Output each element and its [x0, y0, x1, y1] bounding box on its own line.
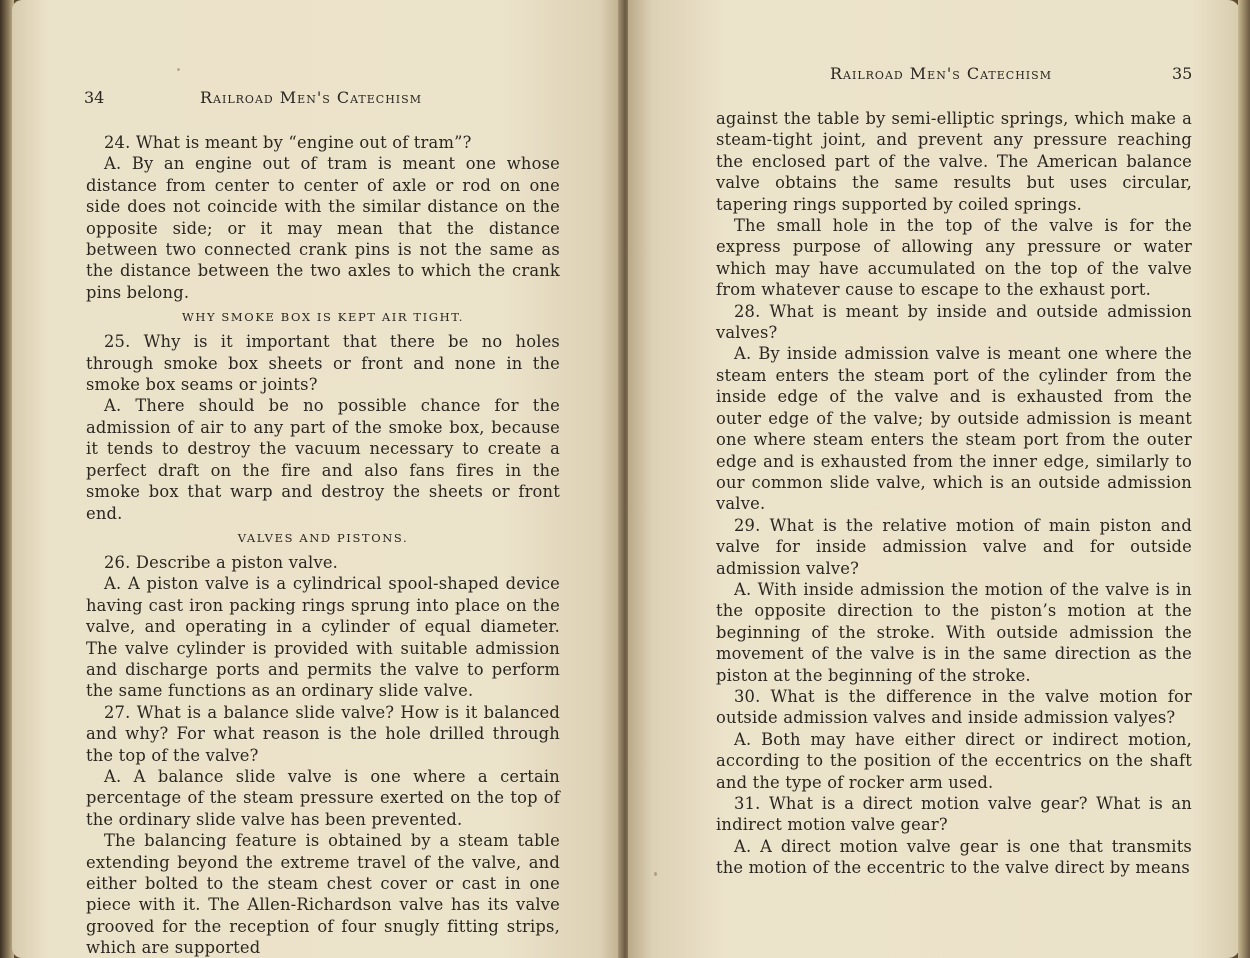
answer-paragraph: A. There should be no possible chance for the admission of air to any part of the smoke box, because it tends to destroy the vacuum necessary to create a perfect draft on the fire and also fans fires in the smoke box that warp and destroy the sheets or front end.: [86, 396, 560, 523]
answer-paragraph: A. Both may have either direct or indirect motion, according to the position of the eccentrics on the shaft and the type of rocker arm used.: [716, 729, 1192, 792]
right-page-header: [830, 64, 1200, 94]
answer-paragraph: A. By an engine out of tram is meant one whose distance from center to center of axle or rod on one side does not coincide with the similar distance on the opposite side; or it may mean that the distance between two connected crank pins is not the same as the distance between the two axles to which the crank pins belong.: [86, 154, 560, 302]
question-paragraph: 25. Why is it important that there be no holes through smoke box sheets or front and none in the smoke box seams or joints?: [86, 332, 560, 395]
section-heading: VALVES AND PISTONS.: [237, 530, 409, 545]
continued-paragraph: against the table by semi-elliptic springs, which make a steam-tight joint, and prevent any pressure reaching the enclosed part of the valve. The American balance valve obtains the same results but uses circular, tapering rings supported by coiled springs.: [716, 109, 1192, 214]
question-paragraph: 26. Describe a piston valve.: [104, 552, 339, 572]
left-running-title: Railroad Men's Catechism: [200, 88, 422, 107]
right-page-body: [716, 108, 1192, 879]
right-running-title: Railroad Men's Catechism: [830, 64, 1052, 83]
answer-paragraph: A. With inside admission the motion of the valve is in the opposite direction to the piston’s motion at the beginning of the stroke. With outside admission the movement of the valve is in the same direction as the piston at the beginning of the stroke.: [716, 579, 1192, 685]
section-heading: WHY SMOKE BOX IS KEPT AIR TIGHT.: [181, 310, 465, 325]
left-page-header: [84, 88, 604, 118]
question-paragraph: 31. What is a direct motion valve gear? What is an indirect motion valve gear?: [716, 794, 1192, 835]
answer-paragraph: The small hole in the top of the valve is for the express purpose of allowing any pressure or water which may have accumulated on the top of the valve from whatever cause to escape to the exhaust port.: [716, 216, 1192, 300]
right-page: [628, 0, 1240, 958]
answer-paragraph: A. A piston valve is a cylindrical spool-shaped device having cast iron packing rings sprung into place on the valve, and operating in a cylinder of equal diameter. The valve cylinder is provided with suitable admission and discharge ports and permits the valve to perform the same functions as an ordinary slide valve.: [86, 574, 560, 701]
question-paragraph: 24. What is meant by “engine out of tram”?: [104, 133, 472, 152]
book-edge-right: [1238, 0, 1250, 958]
paper-spot: [654, 872, 657, 876]
left-page: [12, 0, 624, 958]
answer-paragraph: A. A direct motion valve gear is one that transmits the motion of the eccentric to the valve direct by means: [716, 836, 1192, 878]
answer-paragraph: A. By inside admission valve is meant one where the steam enters the steam port of the cylinder from the inside edge of the valve and is exhausted from the outer edge of the valve; by outside admission is meant one where steam enters the steam port from the outer edge and is exhausted from the inner edge, similarly to our common slide valve, which is an outside admission valve.: [716, 344, 1192, 514]
question-paragraph: 30. What is the difference in the valve motion for outside admission valves and inside admission valyes?: [716, 686, 1192, 728]
question-paragraph: 28. What is meant by inside and outside admission valves?: [716, 301, 1192, 343]
left-page-body: [86, 132, 560, 958]
answer-paragraph: The balancing feature is obtained by a steam table extending beyond the extreme travel of the valve, and either bolted to the steam chest cover or cast in one piece with it. The Allen-Richardson valve has its valve grooved for the reception of four snugly fitting strips, which are supported: [86, 831, 560, 958]
paper-spot: [177, 68, 180, 71]
question-paragraph: 27. What is a balance slide valve? How is it balanced and why? For what reason is the hole drilled through the top of the valve?: [86, 702, 560, 765]
left-page-number: 34: [84, 88, 105, 107]
right-page-number: 35: [1172, 64, 1193, 83]
answer-paragraph: A. A balance slide valve is one where a certain percentage of the steam pressure exerted on the top of the ordinary slide valve has been prevented.: [86, 766, 560, 829]
question-paragraph: 29. What is the relative motion of main piston and valve for inside admission valve and for outside admission valve?: [716, 515, 1192, 578]
